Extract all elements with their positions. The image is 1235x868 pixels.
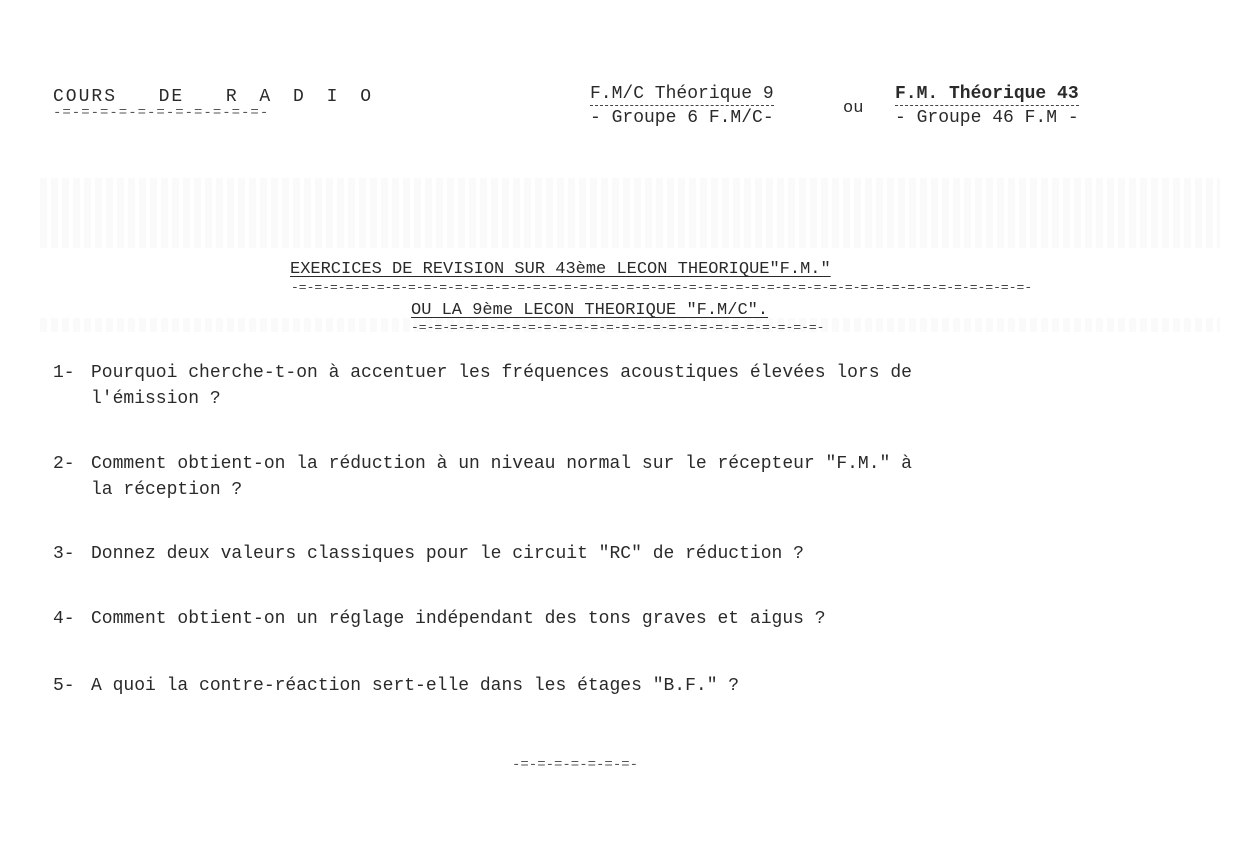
fm-reference-group: - Groupe 46 F.M - <box>895 108 1079 128</box>
question-text-continuation: l'émission ? <box>91 389 221 409</box>
title-decoration-1: -=-=-=-=-=-=-=-=-=-=-=-=-=-=-=-=-=-=-=-=-=-=-=-=-=-=-=-=-=-=-=-=-=-=-=-=-=-=-=-=-=-=-=-=-=-=-=- <box>291 280 1033 295</box>
question-number: 3- <box>53 544 75 564</box>
question-text: Comment obtient-on un réglage indépendant des tons graves et aigus ? <box>91 609 826 629</box>
fmc-reference <box>590 84 774 128</box>
show-through-artifact <box>40 178 1220 248</box>
question-5 <box>53 673 1113 699</box>
course-title-underline: -=-=-=-=-=-=-=-=-=-=-=- <box>53 105 270 121</box>
end-rule: -=-=-=-=-=-=-=- <box>512 757 639 773</box>
course-title-text: COURS DE R A D I O <box>53 87 374 107</box>
question-4 <box>53 606 1113 632</box>
question-number: 1- <box>53 363 75 383</box>
question-text: Pourquoi cherche-t-on à accentuer les fréquences acoustiques élevées lors de <box>91 363 912 383</box>
question-text: Comment obtient-on la réduction à un niveau normal sur le récepteur "F.M." à <box>91 454 912 474</box>
question-number: 2- <box>53 454 75 474</box>
exercise-title-line-1: EXERCICES DE REVISION SUR 43ème LECON THEORIQUE"F.M." <box>290 260 831 279</box>
exercise-title-line-2: OU LA 9ème LECON THEORIQUE "F.M/C". <box>411 301 769 320</box>
question-3 <box>53 541 1113 567</box>
course-title <box>53 87 373 119</box>
question-text: A quoi la contre-réaction sert-elle dans les étages "B.F." ? <box>91 676 740 696</box>
reference-separator: ou <box>843 99 864 118</box>
fm-reference <box>895 84 1079 128</box>
question-number: 4- <box>53 609 75 629</box>
question-text-continuation: la réception ? <box>91 480 243 500</box>
question-number: 5- <box>53 676 75 696</box>
fmc-reference-title: F.M/C Théorique 9 <box>590 84 774 104</box>
fm-reference-title: F.M. Théorique 43 <box>895 84 1079 104</box>
fmc-reference-group: - Groupe 6 F.M/C- <box>590 108 774 128</box>
title-decoration-2: -=-=-=-=-=-=-=-=-=-=-=-=-=-=-=-=-=-=-=-=-=-=-=-=-=-=- <box>411 320 825 335</box>
question-2 <box>53 451 1113 503</box>
question-text: Donnez deux valeurs classiques pour le circuit "RC" de réduction ? <box>91 544 804 564</box>
question-1 <box>53 360 1113 412</box>
